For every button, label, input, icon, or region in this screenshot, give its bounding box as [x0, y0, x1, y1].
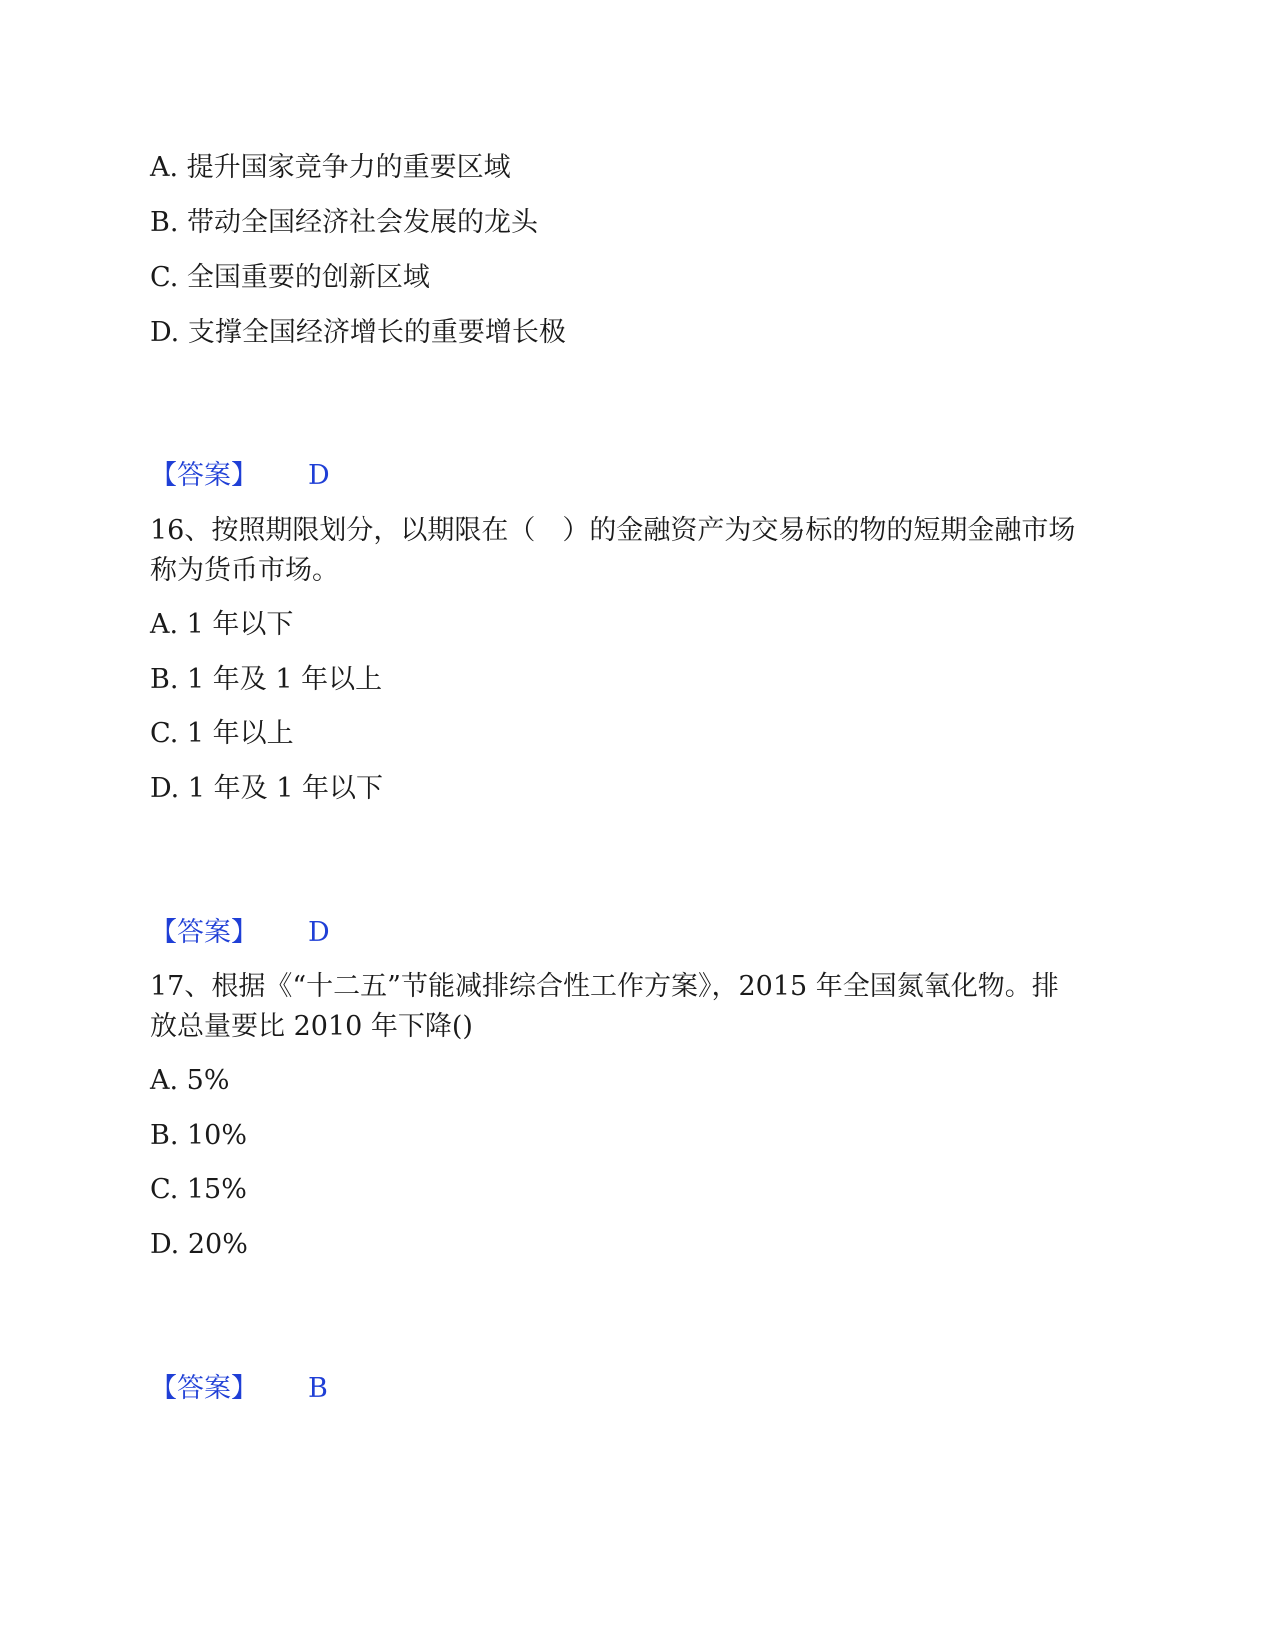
q17-stem-line2: 放总量要比 2010 年下降() — [150, 1011, 473, 1042]
q15-answer-value: D — [308, 460, 330, 491]
q17-stem-line1: 17、根据《“十二五”节能减排综合性工作方案》，2015 年全国氮氧化物。排 — [150, 971, 1059, 1002]
q17-answer-label: 【答案】 — [150, 1373, 258, 1404]
q17-option-c: C. 15% — [150, 1174, 247, 1205]
q17-option-d: D. 20% — [150, 1229, 248, 1260]
q17-answer — [150, 1368, 328, 1410]
q16-answer — [150, 912, 330, 954]
q17-option-b: B. 10% — [150, 1120, 248, 1151]
q16-option-d: D. 1 年及 1 年以下 — [150, 773, 383, 804]
q16-stem-line1: 16、按照期限划分，以期限在（ ）的金融资产为交易标的物的短期金融市场 — [150, 515, 1076, 546]
q15-answer-label: 【答案】 — [150, 460, 258, 491]
q16-answer-value: D — [308, 917, 330, 948]
q16-stem-line2: 称为货币市场。 — [150, 555, 339, 586]
q15-option-c: C. 全国重要的创新区域 — [150, 262, 430, 293]
q15-option-b: B. 带动全国经济社会发展的龙头 — [150, 207, 539, 238]
q16-option-c: C. 1 年以上 — [150, 718, 294, 749]
q17-answer-value: B — [308, 1373, 328, 1404]
q15-option-d: D. 支撑全国经济增长的重要增长极 — [150, 317, 566, 348]
q16-answer-label: 【答案】 — [150, 917, 258, 948]
q16-option-b: B. 1 年及 1 年以上 — [150, 664, 383, 695]
q17-option-a: A. 5% — [150, 1065, 230, 1096]
q15-option-a: A. 提升国家竞争力的重要区域 — [150, 152, 511, 183]
q16-option-a: A. 1 年以下 — [150, 609, 294, 640]
q15-answer — [150, 455, 330, 497]
